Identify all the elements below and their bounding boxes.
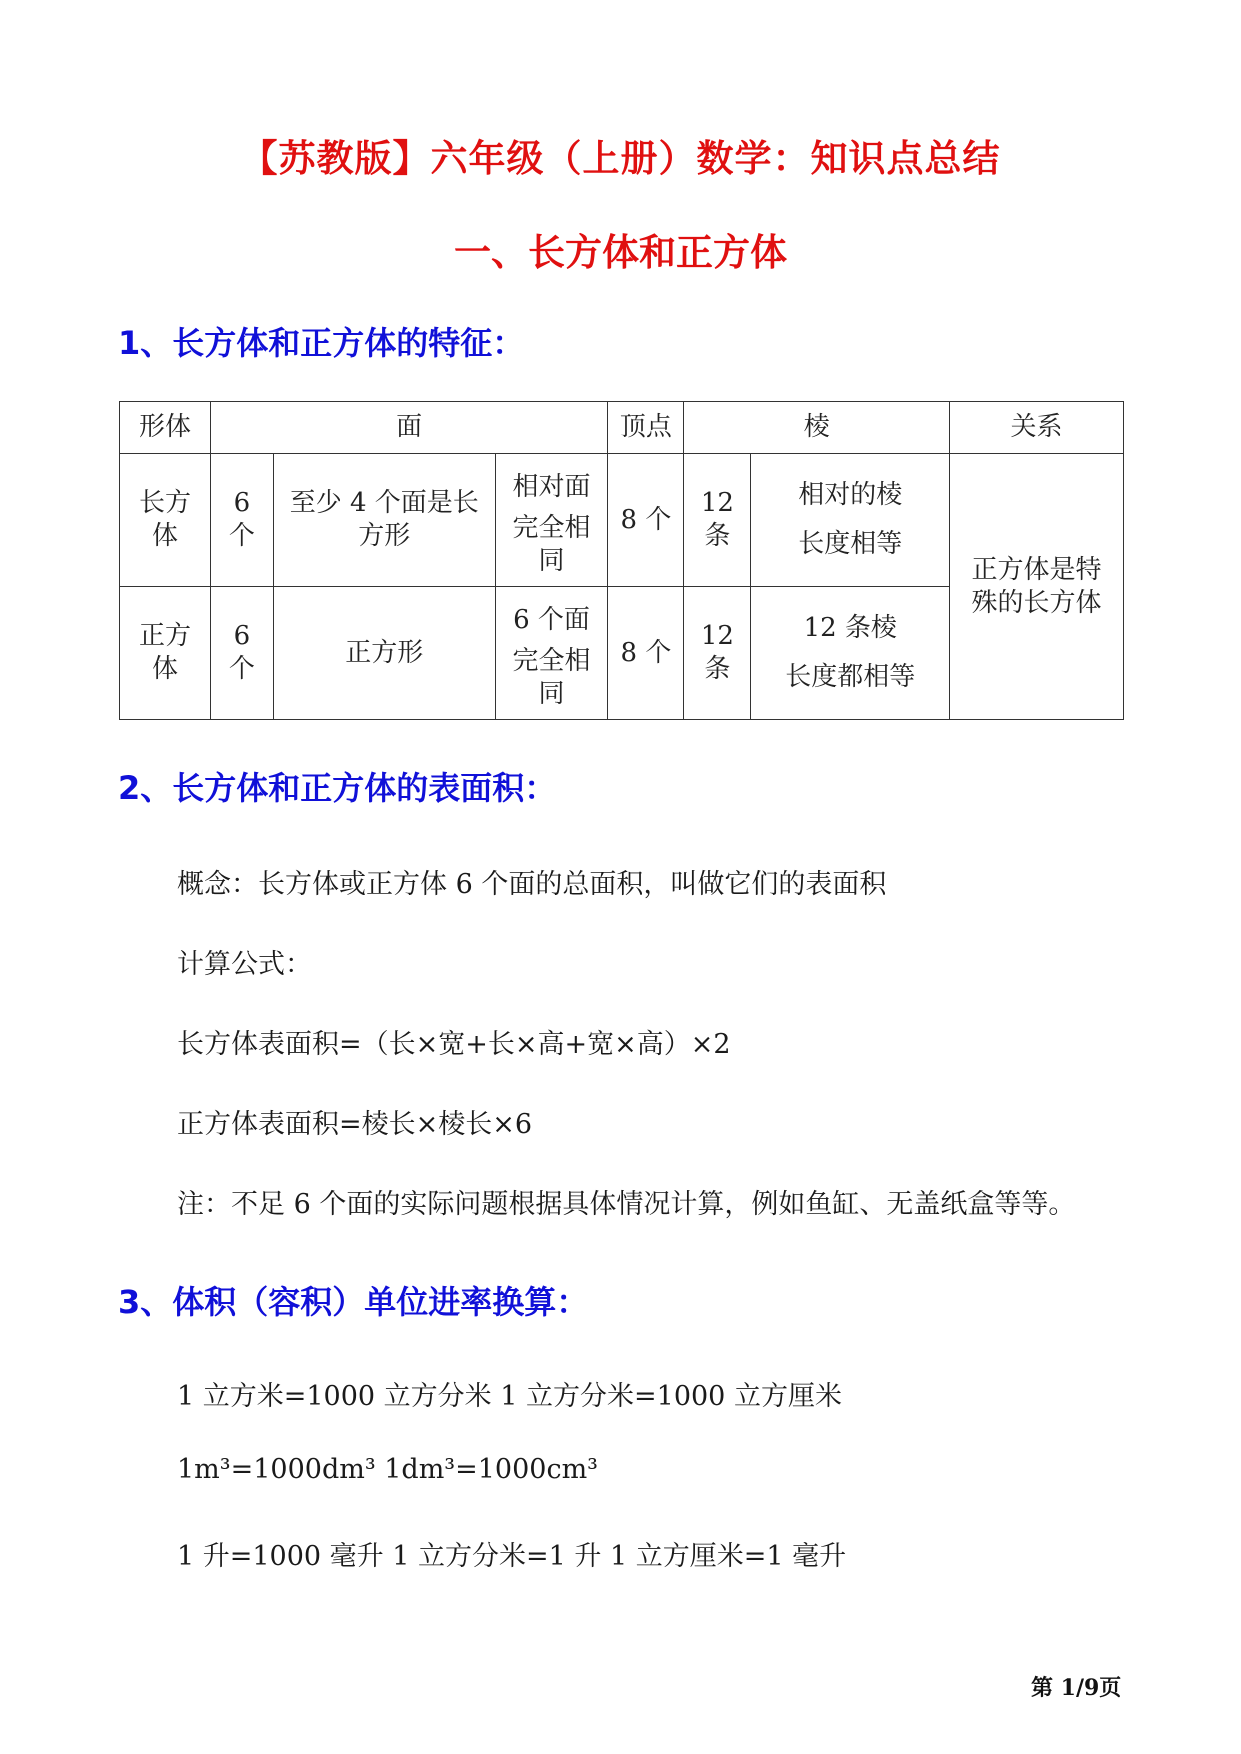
unit-conversion-line: 1 立方米=1000 立方分米 1 立方分米=1000 立方厘米 bbox=[177, 1381, 842, 1412]
cell-relation: 正方体是特 殊的长方体 bbox=[950, 454, 1124, 720]
unit-conversion-line: 1 升=1000 毫升 1 立方分米=1 升 1 立方厘米=1 毫升 bbox=[177, 1541, 847, 1572]
cell-face-opposite: 相对面 完全相 同 bbox=[495, 454, 608, 587]
header-face: 面 bbox=[210, 402, 608, 454]
cell-face-count: 6 个 bbox=[210, 454, 273, 587]
header-vertex: 顶点 bbox=[608, 402, 684, 454]
cell-edge-count: 12 条 bbox=[684, 587, 751, 720]
table-row bbox=[120, 454, 1124, 587]
header-edge: 棱 bbox=[684, 402, 950, 454]
cell-shape: 长方 体 bbox=[120, 454, 211, 587]
cube-formula: 正方体表面积=棱长×棱长×6 bbox=[177, 1109, 533, 1140]
cell-edge-count: 12 条 bbox=[684, 454, 751, 587]
document-title: 【苏教版】六年级（上册）数学：知识点总结 bbox=[240, 137, 1001, 180]
section-heading-surface-area: 2、长方体和正方体的表面积： bbox=[118, 769, 557, 807]
cell-edge-desc: 相对的棱 长度相等 bbox=[751, 454, 950, 587]
surface-area-concept: 概念：长方体或正方体 6 个面的总面积，叫做它们的表面积 bbox=[177, 869, 887, 900]
cuboid-formula: 长方体表面积=（长×宽+长×高+宽×高）×2 bbox=[177, 1029, 731, 1060]
header-shape: 形体 bbox=[120, 402, 211, 454]
cell-vertex: 8 个 bbox=[608, 454, 684, 587]
chapter-heading: 一、长方体和正方体 bbox=[454, 231, 787, 274]
header-relation: 关系 bbox=[950, 402, 1124, 454]
cell-face-shape: 至少 4 个面是长 方形 bbox=[273, 454, 495, 587]
cell-shape: 正方 体 bbox=[120, 587, 211, 720]
section-heading-features: 1、长方体和正方体的特征： bbox=[118, 324, 525, 362]
cell-edge-desc: 12 条棱 长度都相等 bbox=[751, 587, 950, 720]
section-heading-units: 3、体积（容积）单位进率换算： bbox=[118, 1283, 589, 1321]
cell-face-count: 6 个 bbox=[210, 587, 273, 720]
surface-area-note: 注：不足 6 个面的实际问题根据具体情况计算，例如鱼缸、无盖纸盒等等。 bbox=[177, 1189, 1076, 1220]
cell-face-shape: 正方形 bbox=[273, 587, 495, 720]
unit-conversion-line: 1m³=1000dm³ 1dm³=1000cm³ bbox=[177, 1454, 599, 1485]
cell-face-opposite: 6 个面 完全相 同 bbox=[495, 587, 608, 720]
page-number: 第 1/9页 bbox=[1031, 1675, 1122, 1701]
cell-vertex: 8 个 bbox=[608, 587, 684, 720]
table-header-row bbox=[120, 402, 1124, 454]
formula-label: 计算公式： bbox=[177, 949, 312, 980]
features-table bbox=[119, 401, 1124, 720]
